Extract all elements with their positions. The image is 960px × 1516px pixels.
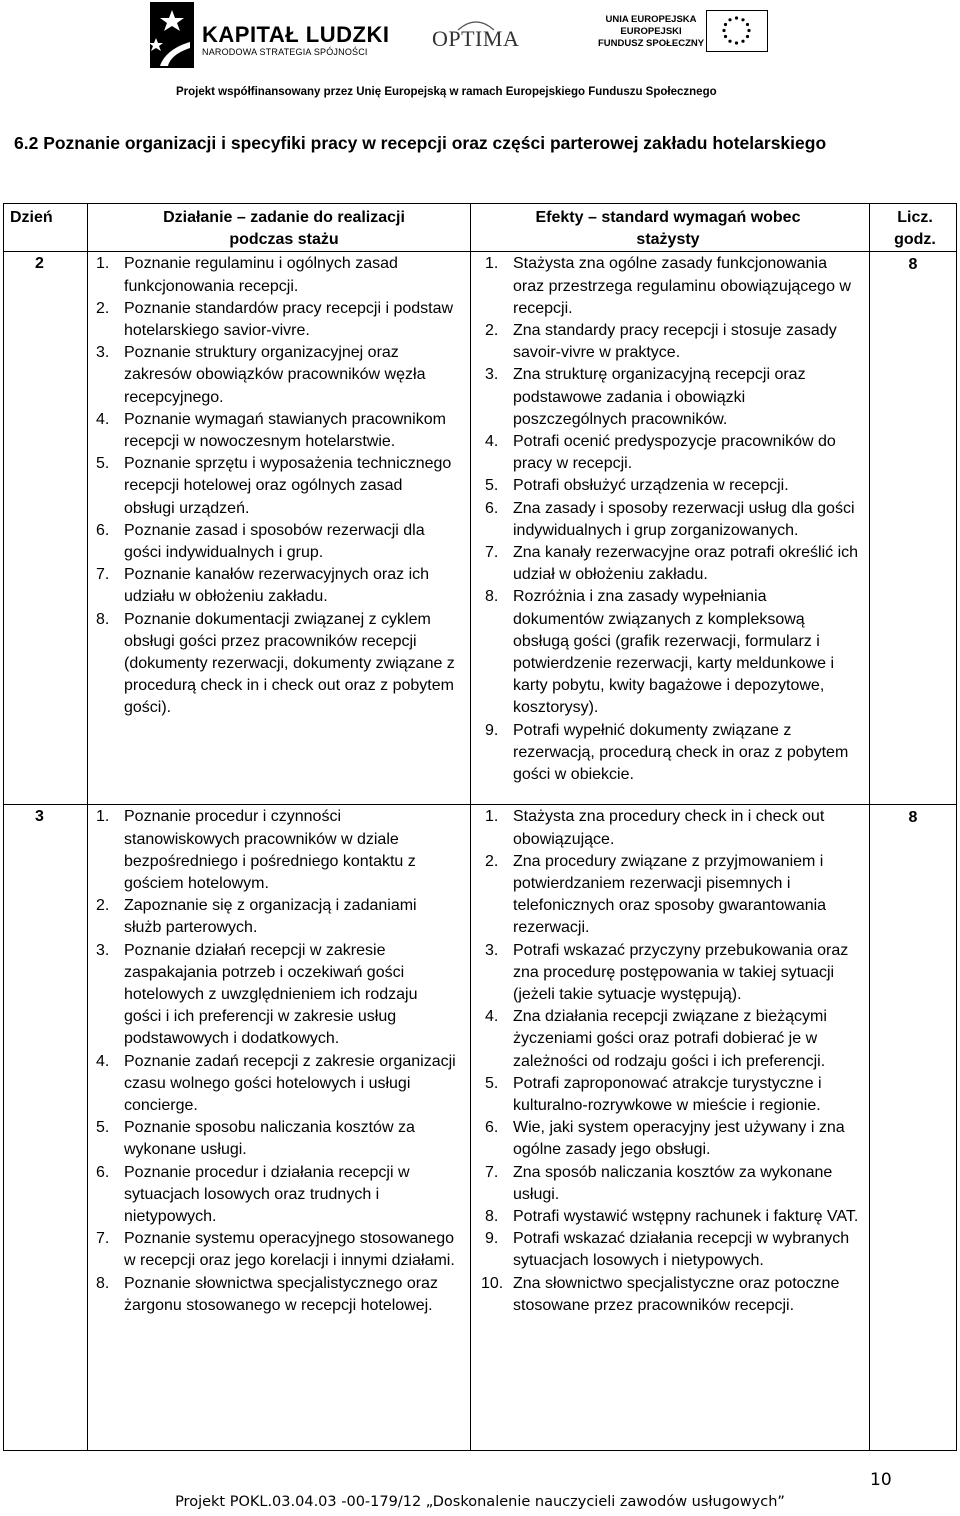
list-item: 4. Poznanie wymagań stawianych pracownikom recepcji w nowoczesnym hotelarstwie. (96, 410, 446, 451)
kapital-ludzki-logo-icon (150, 2, 194, 68)
hours-value: 8 (870, 252, 957, 805)
effects-cell (471, 252, 870, 805)
list-item: 4. Potrafi ocenić predyspozycje pracowników do pracy w recepcji. (485, 433, 836, 473)
list-item: 3. Poznanie działań recepcji w zakresie zaspakajania potrzeb i oczekiwań gości hotelowych z uwzględnieniem ich rodzaju gości i ich preferencji w zakresie usług podstawowych i dodatkowych. (96, 941, 418, 1048)
list-item: 8. Poznanie dokumentacji związanej z cyklem obsługi gości przez pracowników recepcji (dokumenty rezerwacji, dokumenty związane z procedurą check in i check out oraz z pobytem gości). (96, 610, 455, 717)
list-item: 3. Zna strukturę organizacyjną recepcji oraz podstawowe zadania i obowiązki poszczególnych pracowników. (485, 366, 806, 428)
table-row (4, 805, 957, 1451)
page-number: 10 (870, 1470, 892, 1490)
list-item: 9. Potrafi wskazać działania recepcji w wybranych sytuacjach losowych i nietypowych. (485, 1230, 850, 1270)
list-item: 7. Poznanie kanałów rezerwacyjnych oraz ich udziału w obłożeniu zakładu. (96, 566, 430, 606)
effects-cell (471, 805, 870, 1451)
list-item: 8. Poznanie słownictwa specjalistycznego oraz żargonu stosowanego w recepcji hotelowej. (96, 1274, 438, 1314)
table-row (4, 252, 957, 805)
list-item: 6. Poznanie zasad i sposobów rezerwacji dla gości indywidualnych i grup. (96, 521, 425, 562)
list-item: 1. Poznanie regulaminu i ogólnych zasad funkcjonowania recepcji. (96, 255, 398, 295)
list-item: 1. Stażysta zna ogólne zasady funkcjonowania oraz przestrzega regulaminu obowiązującego w recepcji. (485, 255, 851, 317)
list-item: 4. Zna działania recepcji związane z bieżącymi życzeniami gości oraz potrafi dobierać je w zależności od rodzaju gości i ich preferencji. (485, 1008, 827, 1070)
list-item: 5. Potrafi obsłużyć urządzenia w recepcji. (485, 477, 789, 495)
list-item: 2. Zapoznanie się z organizacją i zadaniami służb parterowych. (96, 897, 417, 937)
hours-value: 8 (870, 805, 957, 1451)
list-item: 4. Poznanie zadań recepcji z zakresie organizacji czasu wolnego gości hotelowych i usługi concierge. (96, 1052, 456, 1115)
list-item: 5. Poznanie sprzętu i wyposażenia technicznego recepcji hotelowej oraz ogólnych zasad obsługi urządzeń. (96, 455, 452, 517)
kapital-ludzki-name: KAPITAŁ LUDZKI (202, 22, 390, 47)
list-item: 1. Stażysta zna procedury check in i check out obowiązujące. (485, 808, 825, 848)
list-item: 6. Zna zasady i sposoby rezerwacji usług dla gości indywidualnych i grup zorganizowanych. (485, 499, 855, 539)
list-item: 7. Zna sposób naliczania kosztów za wykonane usługi. (485, 1163, 833, 1203)
internship-plan-table (3, 203, 957, 1451)
actions-cell (88, 252, 471, 805)
day-number: 3 (4, 805, 88, 1451)
list-item: 10. Zna słownictwo specjalistyczne oraz potoczne stosowane przez pracowników recepcji. (481, 1274, 840, 1314)
header-action: Działanie – zadanie do realizacji podczas stażu (88, 204, 471, 252)
list-item: 5. Potrafi zaproponować atrakcje turystyczne i kulturalno-rozrywkowe w mieście i regionie. (485, 1074, 822, 1115)
section-title: 6.2 Poznanie organizacji i specyfiki pracy w recepcji oraz części parterowej zakładu hotelarskiego (14, 133, 827, 153)
header-effects: Efekty – standard wymagań wobec stażysty (471, 204, 870, 252)
list-item: 2. Zna procedury związane z przyjmowaniem i potwierdzaniem rezerwacji pisemnych i telefonicznych oraz sposoby gwarantowania rezerwacji. (485, 852, 827, 937)
list-item: 6. Wie, jaki system operacyjny jest używany i zna ogólne zasady jego obsługi. (485, 1119, 845, 1159)
eu-line: UNIA EUROPEJSKA (605, 14, 697, 25)
table-header-row (4, 204, 957, 252)
list-item: 6. Poznanie procedur i działania recepcji w sytuacjach losowych oraz trudnych i nietypowych. (96, 1163, 410, 1226)
actions-cell (88, 805, 471, 1451)
list-item: 8. Potrafi wystawić wstępny rachunek i fakturę VAT. (485, 1208, 859, 1226)
eu-line: EUROPEJSKI (620, 26, 682, 37)
kapital-ludzki-subtitle: NARODOWA STRATEGIA SPÓJNOŚCI (202, 47, 368, 57)
list-item: 2. Zna standardy pracy recepcji i stosuje zasady savoir-vivre w praktyce. (485, 322, 837, 362)
page-footer: Projekt POKL.03.04.03 -00-179/12 „Doskonalenie nauczycieli zawodów usługowych” (175, 1494, 785, 1510)
eu-flag-icon (706, 10, 768, 52)
list-item: 7. Poznanie systemu operacyjnego stosowanego w recepcji oraz jego korelacji i innymi działami. (96, 1230, 455, 1270)
header-day: Dzień (4, 204, 88, 252)
eu-fund-text (598, 14, 704, 50)
list-item: 9. Potrafi wypełnić dokumenty związane z rezerwacją, procedurą check in oraz z pobytem gości w obiekcie. (485, 721, 849, 784)
list-item: 5. Poznanie sposobu naliczania kosztów za wykonane usługi. (96, 1119, 415, 1159)
list-item: 7. Zna kanały rezerwacyjne oraz potrafi określić ich udział w obłożeniu zakładu. (485, 544, 859, 584)
list-item: 3. Potrafi wskazać przyczyny przebukowania oraz zna procedurę postępowania w takiej sytuacji (jeżeli takie sytuacje występują). (485, 941, 849, 1004)
list-item: 1. Poznanie procedur i czynności stanowiskowych pracowników w dziale bezpośredniego i pośredniego kontaktu z gościem hotelowym. (96, 808, 416, 893)
day-number: 2 (4, 252, 88, 805)
optima-logo: OPTIMA (432, 26, 520, 51)
document-header (0, 0, 960, 110)
list-item: 8. Rozróżnia i zna zasady wypełniania dokumentów związanych z kompleksową obsługą gości (grafik rezerwacji, formularz i potwierdzenie rezerwacji, karty meldunkowe i karty pobytu, kwity bagażowe i depozytowe, kosztorysy). (485, 588, 835, 717)
list-item: 3. Poznanie struktury organizacyjnej oraz zakresów obowiązków pracowników węzła recepcyjnego. (96, 344, 426, 406)
list-item: 2. Poznanie standardów pracy recepcji i podstaw hotelarskiego savior-vivre. (96, 299, 454, 340)
header-hours: Licz. godz. (870, 204, 957, 252)
eu-line: FUNDUSZ SPOŁECZNY (598, 38, 705, 49)
project-cofinancing-line: Projekt współfinansowany przez Unię Europejską w ramach Europejskiego Funduszu Społecznego (176, 86, 717, 98)
